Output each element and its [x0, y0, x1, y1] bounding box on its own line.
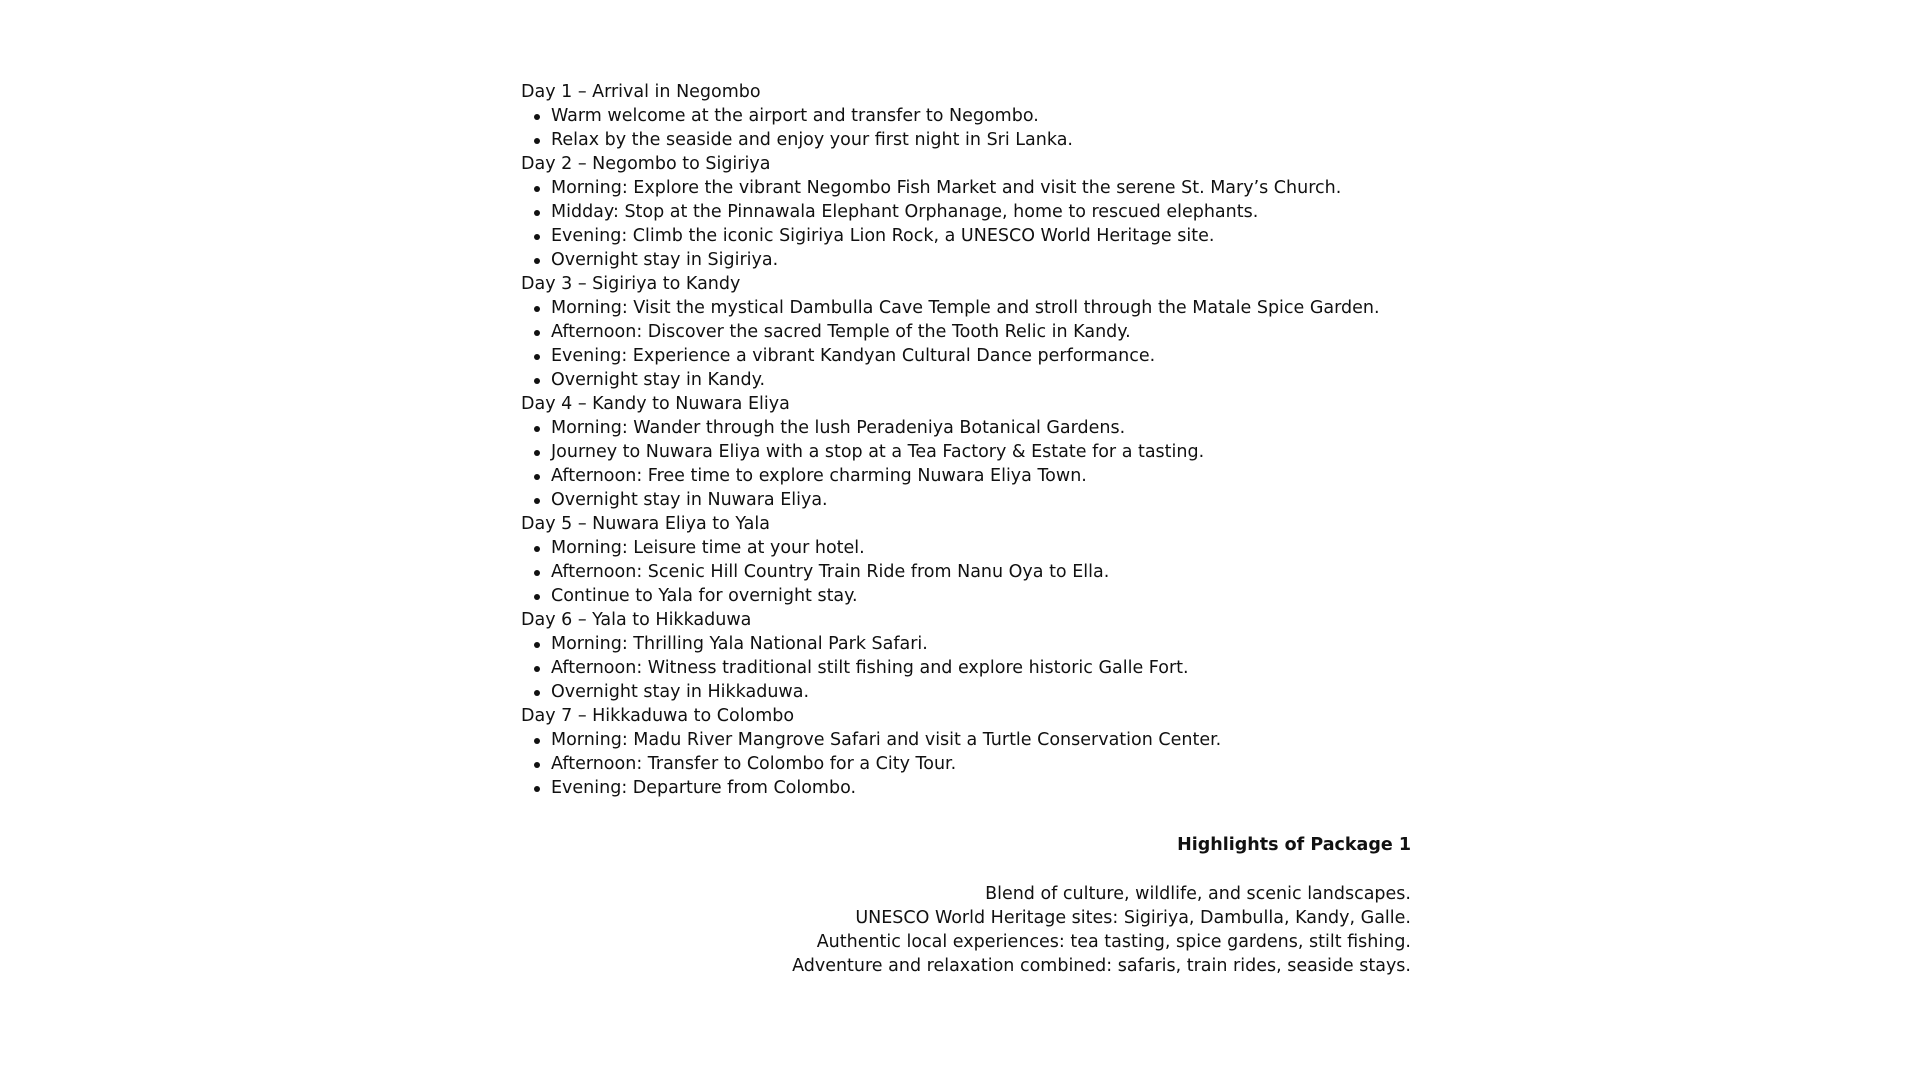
- day-heading: Day 4 – Kandy to Nuwara Eliya: [521, 394, 790, 414]
- list-item: Afternoon: Transfer to Colombo for a City Tour.: [551, 752, 1411, 776]
- list-item: Evening: Climb the iconic Sigiriya Lion Rock, a UNESCO World Heritage site.: [551, 224, 1411, 248]
- highlights-title: Highlights of Package 1: [1177, 835, 1411, 855]
- list-item: Evening: Experience a vibrant Kandyan Cultural Dance performance.: [551, 344, 1411, 368]
- list-item: Overnight stay in Sigiriya.: [551, 248, 1411, 272]
- list-item: Warm welcome at the airport and transfer to Negombo.: [551, 104, 1411, 128]
- day-activity-list: [521, 296, 1411, 392]
- list-item: Overnight stay in Kandy.: [551, 368, 1411, 392]
- list-item: Afternoon: Scenic Hill Country Train Ride from Nanu Oya to Ella.: [551, 560, 1411, 584]
- list-item: Afternoon: Discover the sacred Temple of the Tooth Relic in Kandy.: [551, 320, 1411, 344]
- day-4-section: [521, 392, 1411, 512]
- day-6-section: [521, 608, 1411, 704]
- day-heading: Day 3 – Sigiriya to Kandy: [521, 274, 741, 294]
- highlight-line: Authentic local experiences: tea tasting, spice gardens, stilt fishing.: [816, 932, 1411, 952]
- day-heading: Day 5 – Nuwara Eliya to Yala: [521, 514, 770, 534]
- list-item: Overnight stay in Hikkaduwa.: [551, 680, 1411, 704]
- list-item: Continue to Yala for overnight stay.: [551, 584, 1411, 608]
- list-item: Morning: Leisure time at your hotel.: [551, 536, 1411, 560]
- highlights-section: [521, 833, 1411, 978]
- day-2-section: [521, 152, 1411, 272]
- list-item: Midday: Stop at the Pinnawala Elephant Orphanage, home to rescued elephants.: [551, 200, 1411, 224]
- list-item: Morning: Thrilling Yala National Park Safari.: [551, 632, 1411, 656]
- day-heading: Day 6 – Yala to Hikkaduwa: [521, 610, 752, 630]
- day-activity-list: [521, 632, 1411, 704]
- list-item: Afternoon: Free time to explore charming Nuwara Eliya Town.: [551, 464, 1411, 488]
- list-item: Morning: Madu River Mangrove Safari and visit a Turtle Conservation Center.: [551, 728, 1411, 752]
- list-item: Relax by the seaside and enjoy your first night in Sri Lanka.: [551, 128, 1411, 152]
- day-activity-list: [521, 104, 1411, 152]
- list-item: Afternoon: Witness traditional stilt fishing and explore historic Galle Fort.: [551, 656, 1411, 680]
- day-3-section: [521, 272, 1411, 392]
- day-1-section: [521, 80, 1411, 152]
- day-heading: Day 1 – Arrival in Negombo: [521, 82, 761, 102]
- highlight-line: Adventure and relaxation combined: safaris, train rides, seaside stays.: [792, 956, 1411, 976]
- highlight-line: UNESCO World Heritage sites: Sigiriya, Dambulla, Kandy, Galle.: [855, 908, 1411, 928]
- day-heading: Day 2 – Negombo to Sigiriya: [521, 154, 771, 174]
- list-item: Overnight stay in Nuwara Eliya.: [551, 488, 1411, 512]
- list-item: Morning: Visit the mystical Dambulla Cave Temple and stroll through the Matale Spice Garden.: [551, 296, 1411, 320]
- day-5-section: [521, 512, 1411, 608]
- day-activity-list: [521, 416, 1411, 512]
- highlight-line: Blend of culture, wildlife, and scenic landscapes.: [985, 884, 1411, 904]
- itinerary-content: [521, 80, 1411, 978]
- day-activity-list: [521, 728, 1411, 800]
- day-7-section: [521, 704, 1411, 800]
- list-item: Morning: Explore the vibrant Negombo Fish Market and visit the serene St. Mary’s Church.: [551, 176, 1411, 200]
- list-item: Journey to Nuwara Eliya with a stop at a Tea Factory & Estate for a tasting.: [551, 440, 1411, 464]
- day-heading: Day 7 – Hikkaduwa to Colombo: [521, 706, 795, 726]
- list-item: Morning: Wander through the lush Peradeniya Botanical Gardens.: [551, 416, 1411, 440]
- list-item: Evening: Departure from Colombo.: [551, 776, 1411, 800]
- day-activity-list: [521, 176, 1411, 272]
- day-activity-list: [521, 536, 1411, 608]
